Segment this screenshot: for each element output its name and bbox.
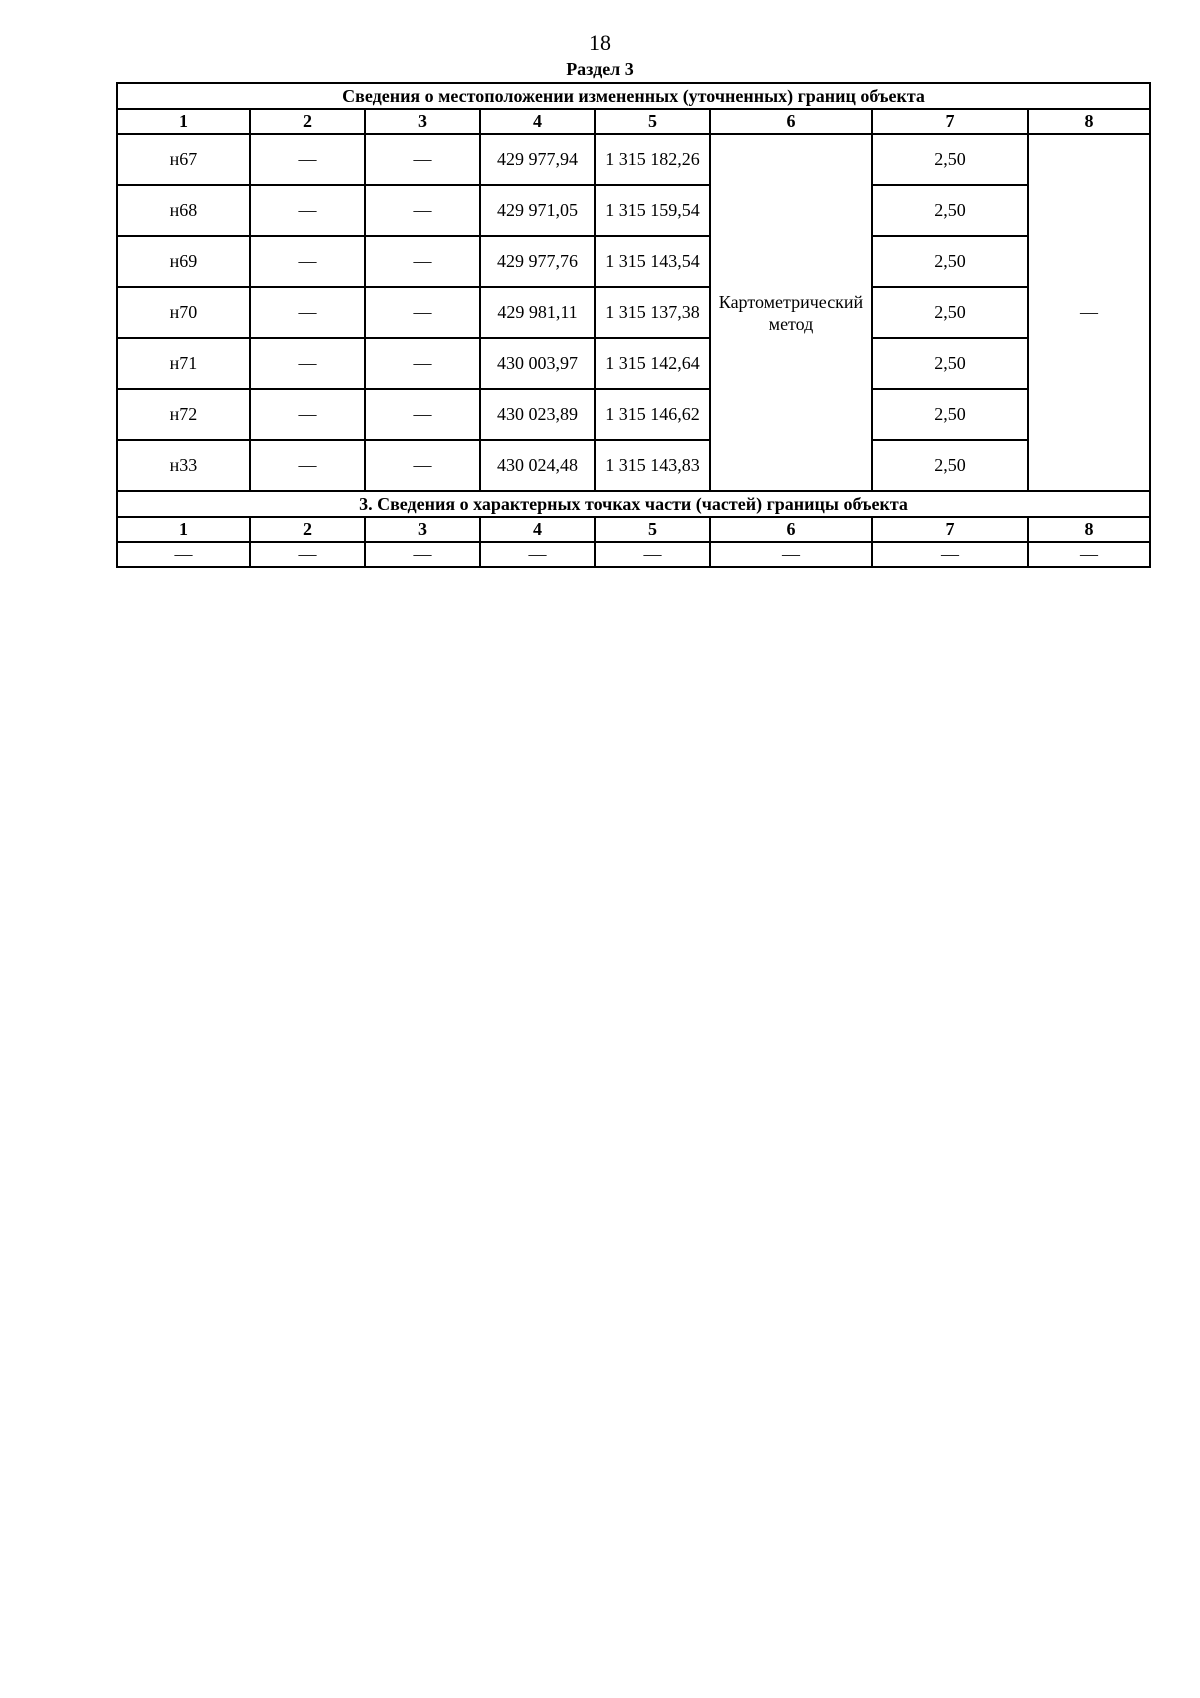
coord-y: 1 315 137,38 [595, 287, 710, 338]
section-title: Раздел 3 [566, 59, 634, 79]
column-header: 6 [710, 517, 872, 542]
table1-title: Сведения о местоположении измененных (уточненных) границ объекта [117, 83, 1150, 109]
empty-cell: — [365, 542, 480, 567]
table-row [117, 134, 1150, 185]
point-name: н67 [117, 134, 250, 185]
table2-header-row [117, 517, 1150, 542]
point-name: н69 [117, 236, 250, 287]
coord-x: 429 981,11 [480, 287, 595, 338]
empty-cell: — [710, 542, 872, 567]
coord-y: 1 315 143,83 [595, 440, 710, 491]
cell-col3: — [365, 287, 480, 338]
cell-col3: — [365, 134, 480, 185]
column-header: 1 [117, 517, 250, 542]
empty-cell: — [480, 542, 595, 567]
column-header: 4 [480, 109, 595, 134]
point-name: н70 [117, 287, 250, 338]
cell-col2: — [250, 236, 365, 287]
coord-x: 430 023,89 [480, 389, 595, 440]
column-header: 8 [1028, 517, 1150, 542]
column-header: 6 [710, 109, 872, 134]
cell-col3: — [365, 389, 480, 440]
coord-x: 430 003,97 [480, 338, 595, 389]
method-cell: Картометрический метод [710, 134, 872, 491]
empty-cell: — [250, 542, 365, 567]
coord-x: 429 977,94 [480, 134, 595, 185]
empty-cell: — [1028, 542, 1150, 567]
cell-col2: — [250, 440, 365, 491]
accuracy: 2,50 [872, 134, 1028, 185]
table-row [117, 338, 1150, 389]
cell-col3: — [365, 440, 480, 491]
table-row [117, 236, 1150, 287]
page-number: 18 [589, 30, 611, 55]
table1-title-row [117, 83, 1150, 109]
cell-col3: — [365, 338, 480, 389]
accuracy: 2,50 [872, 440, 1028, 491]
table1-header-row [117, 109, 1150, 134]
coord-y: 1 315 182,26 [595, 134, 710, 185]
table-row [117, 185, 1150, 236]
col8-cell: — [1028, 134, 1150, 491]
coord-x: 429 971,05 [480, 185, 595, 236]
column-header: 3 [365, 517, 480, 542]
column-header: 7 [872, 517, 1028, 542]
column-header: 2 [250, 109, 365, 134]
column-header: 1 [117, 109, 250, 134]
point-name: н68 [117, 185, 250, 236]
cell-col2: — [250, 134, 365, 185]
accuracy: 2,50 [872, 389, 1028, 440]
table-row [117, 542, 1150, 567]
point-name: н72 [117, 389, 250, 440]
accuracy: 2,50 [872, 185, 1028, 236]
cell-col2: — [250, 185, 365, 236]
accuracy: 2,50 [872, 236, 1028, 287]
point-name: н33 [117, 440, 250, 491]
coord-x: 430 024,48 [480, 440, 595, 491]
cell-col3: — [365, 185, 480, 236]
empty-cell: — [117, 542, 250, 567]
cell-col2: — [250, 389, 365, 440]
accuracy: 2,50 [872, 287, 1028, 338]
cell-col2: — [250, 287, 365, 338]
coord-y: 1 315 159,54 [595, 185, 710, 236]
point-name: н71 [117, 338, 250, 389]
coord-y: 1 315 146,62 [595, 389, 710, 440]
column-header: 3 [365, 109, 480, 134]
empty-cell: — [595, 542, 710, 567]
column-header: 8 [1028, 109, 1150, 134]
table-row [117, 389, 1150, 440]
column-header: 5 [595, 517, 710, 542]
coord-x: 429 977,76 [480, 236, 595, 287]
column-header: 4 [480, 517, 595, 542]
column-header: 2 [250, 517, 365, 542]
column-header: 5 [595, 109, 710, 134]
cell-col2: — [250, 338, 365, 389]
coord-y: 1 315 143,54 [595, 236, 710, 287]
cell-col3: — [365, 236, 480, 287]
column-header: 7 [872, 109, 1028, 134]
table2-title: 3. Сведения о характерных точках части (частей) границы объекта [117, 491, 1150, 517]
table-row [117, 287, 1150, 338]
coord-y: 1 315 142,64 [595, 338, 710, 389]
empty-cell: — [872, 542, 1028, 567]
table-row [117, 440, 1150, 491]
table2-title-row [117, 491, 1150, 517]
accuracy: 2,50 [872, 338, 1028, 389]
boundary-table [116, 82, 1151, 568]
